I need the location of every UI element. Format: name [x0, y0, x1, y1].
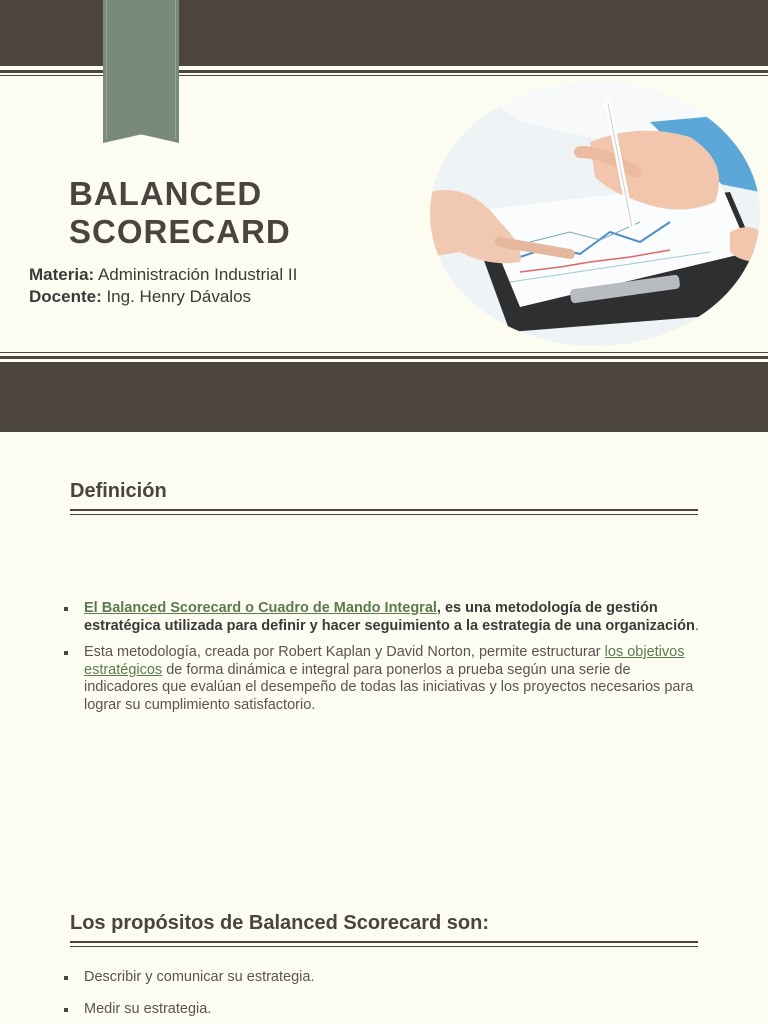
docente-line — [29, 287, 251, 307]
propositos-list — [62, 969, 702, 1024]
list-item: Describir y comunicar su estrategia. — [62, 969, 702, 987]
methodology-text-2: de forma dinámica e integral para ponerlos a prueba según una serie de indicadores que evalúan el desempeño de todas las iniciativas y los proyectos necesarios para lograr su cumplimiento satisfactorio. — [84, 661, 694, 713]
bottom-rule-thin — [0, 352, 768, 353]
definition-text: , es una metodología de gestión estratégica utilizada para definir y hacer seguimiento a la estrategia de una organización — [84, 600, 695, 634]
bottom-rule — [0, 356, 768, 359]
materia-label: Materia: — [29, 265, 95, 284]
list-item: Medir su estrategia. — [62, 1001, 702, 1019]
definicion-heading: Definición — [70, 480, 167, 502]
propositos-rule — [70, 941, 698, 947]
list-item — [62, 600, 702, 635]
materia-value: Administración Industrial II — [94, 265, 298, 284]
propositos-heading: Los propósitos de Balanced Scorecard son: — [70, 912, 489, 934]
definicion-list — [62, 600, 702, 723]
docente-label: Docente: — [29, 287, 102, 306]
title-line-2: SCORECARD — [69, 213, 291, 250]
definition-end: . — [694, 617, 699, 634]
methodology-text-1: Esta metodología, creada por Robert Kaplan y David Norton, permite estructurar — [84, 644, 605, 660]
docente-value: Ing. Henry Dávalos — [101, 287, 252, 306]
definicion-rule — [70, 509, 698, 515]
hands-chart-photo — [430, 82, 760, 346]
bookmark-ribbon — [103, 0, 179, 143]
materia-line — [29, 265, 297, 285]
title-line-1: BALANCED — [69, 175, 263, 212]
middle-band — [0, 362, 768, 432]
objetivos-link[interactable]: los objetivos estratégicos — [84, 644, 685, 678]
document-title — [69, 175, 291, 251]
list-item — [62, 644, 702, 714]
balanced-scorecard-link[interactable]: El Balanced Scorecard o Cuadro de Mando Integral — [84, 600, 437, 616]
